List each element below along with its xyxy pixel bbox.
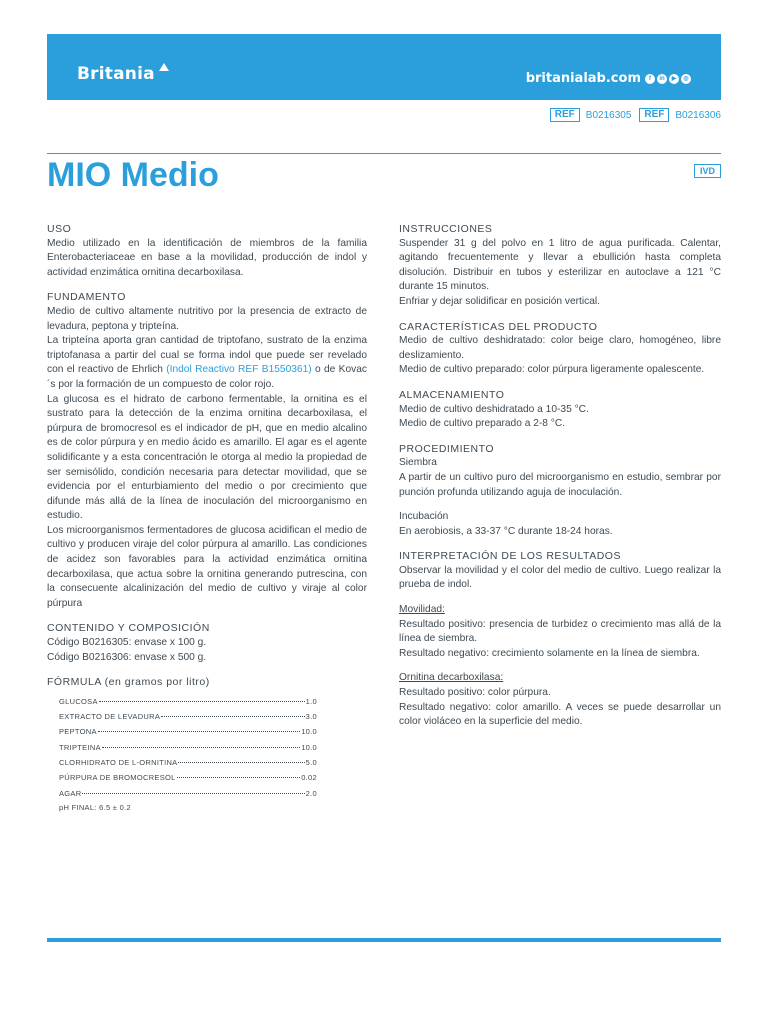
- movilidad-positive: [399, 618, 721, 647]
- fundamento-paragraph: Medio de cultivo altamente nutritivo por la presencia de extracto de levadura, peptona y tripteína.: [47, 305, 367, 332]
- ornitina-title: Ornitina decarboxilasa:: [399, 672, 504, 684]
- formula-value: 0.02: [301, 773, 317, 783]
- formula-ingredient: GLUCOSA: [59, 696, 98, 706]
- dot-leader: [177, 777, 301, 778]
- divider-top: [47, 153, 721, 154]
- ref-label: REF: [639, 108, 669, 122]
- contenido-line: Código B0216306: envase x 500 g.: [47, 651, 207, 663]
- dot-leader: [178, 762, 304, 763]
- incubacion-text: En aerobiosis, a 33-37 °C durante 18-24 horas.: [399, 525, 613, 537]
- section-heading-fundamento: FUNDAMENTO: [47, 291, 126, 304]
- instrucciones-paragraph: Enfriar y dejar solidificar en posición vertical.: [399, 295, 601, 307]
- left-column: [47, 222, 367, 815]
- result-label: Resultado positivo:: [399, 618, 486, 630]
- movilidad-title: Movilidad:: [399, 604, 445, 616]
- formula-ingredient: PEPTONA: [59, 727, 97, 737]
- formula-value: 10.0: [301, 742, 317, 752]
- incubacion-title: Incubación: [399, 511, 449, 523]
- dot-leader: [98, 731, 300, 732]
- result-text: crecimiento solamente en la línea de siembra.: [491, 647, 700, 659]
- section-heading-procedimiento: PROCEDIMIENTO: [399, 442, 494, 455]
- website-link[interactable]: britanialab.com: [525, 71, 641, 86]
- formula-ingredient: AGAR: [59, 788, 82, 798]
- result-label: Resultado negativo:: [399, 701, 492, 713]
- caracteristicas-paragraph: Medio de cultivo preparado: color púrpura ligeramente opalescente.: [399, 364, 705, 376]
- ornitina-positive: [399, 686, 721, 701]
- result-label: Resultado negativo:: [399, 647, 490, 659]
- contenido-line: Código B0216305: envase x 100 g.: [47, 637, 207, 649]
- right-column: [399, 222, 721, 730]
- page-title: MIO Medio: [47, 156, 219, 194]
- formula-value: 2.0: [305, 788, 317, 798]
- section-heading-formula: FÓRMULA (en gramos por litro): [47, 676, 210, 689]
- instagram-icon[interactable]: ◎: [681, 74, 691, 84]
- ornitina-negative: [399, 701, 721, 730]
- section-heading-interpretacion: INTERPRETACIÓN DE LOS RESULTADOS: [399, 550, 621, 563]
- formula-ingredient: CLORHIDRATO DE L-ORNITINA: [59, 758, 178, 767]
- formula-row: [47, 694, 367, 709]
- formula-ingredient: TRIPTEINA: [59, 742, 101, 752]
- caracteristicas-paragraph: Medio de cultivo deshidratado: color beige claro, homogéneo, libre deslizamiento.: [399, 335, 721, 361]
- instrucciones-paragraph: Suspender 31 g del polvo en 1 litro de agua purificada. Calentar, agitando frecuentemente y llevar a ebullición hasta completa disolución. Distribuir en tubos y esterilizar en autoclave a 121 °C durante 15 minutos.: [399, 237, 721, 293]
- formula-row: [47, 786, 367, 801]
- formula-ph: pH FINAL: 6.5 ± 0.2: [59, 802, 131, 812]
- facebook-icon[interactable]: f: [645, 74, 655, 84]
- formula-value: 5.0: [305, 758, 317, 767]
- header-banner: [47, 34, 721, 100]
- ivd-badge: IVD: [694, 164, 721, 178]
- result-text: presencia de turbidez o crecimiento mas allá de la línea de siembra.: [399, 618, 721, 645]
- indol-reactivo-link[interactable]: (Indol Reactivo REF B1550361): [166, 364, 312, 376]
- formula-value: 10.0: [301, 727, 317, 737]
- fundamento-text: o de Kovac´s por la formación de un compuesto de color rojo.: [47, 364, 368, 390]
- fundamento-paragraph: [47, 334, 367, 392]
- dot-leader: [102, 747, 300, 748]
- ref-code: B0216306: [675, 109, 721, 121]
- movilidad-negative: [399, 647, 721, 662]
- formula-row: [47, 755, 367, 770]
- formula-table: [47, 694, 367, 801]
- ref-code: B0216305: [585, 109, 632, 121]
- almacenamiento-line: Medio de cultivo deshidratado a 10-35 °C.: [399, 403, 589, 415]
- brand-logo[interactable]: Britania: [77, 64, 155, 84]
- youtube-icon[interactable]: ▶: [669, 74, 679, 84]
- formula-row: [47, 709, 367, 724]
- formula-row: [47, 770, 367, 785]
- section-heading-uso: USO: [47, 223, 72, 235]
- almacenamiento-line: Medio de cultivo preparado a 2-8 °C.: [399, 418, 566, 430]
- section-heading-contenido: CONTENIDO Y COMPOSICIÓN: [47, 622, 210, 635]
- section-heading-instrucciones: INSTRUCCIONES: [399, 223, 493, 235]
- dot-leader: [99, 701, 305, 702]
- section-heading-almacenamiento: ALMACENAMIENTO: [399, 388, 505, 401]
- result-text: color amarillo. A veces se puede desarrollar un color violáceo en la superficie del medio.: [399, 701, 721, 728]
- divider-bottom: [47, 938, 721, 942]
- dot-leader: [161, 716, 305, 717]
- formula-row: [47, 740, 367, 755]
- brand-mark-icon: [159, 63, 169, 71]
- fundamento-paragraph: Los microorganismos fermentadores de glucosa acidifican el medio de cultivo y producen viraje del color púrpura al amarillo. Las condiciones de acidez son favorables para la actividad enzimática ornitina decarboxilasa, que actua sobre la ornitina generando putrescina, con la consecuente alcalinización del medio de cultivo y viraje al color púrpura: [47, 524, 367, 609]
- formula-row: [47, 724, 367, 739]
- social-links: [645, 74, 691, 84]
- ref-codes: [550, 108, 721, 122]
- linkedin-icon[interactable]: in: [657, 74, 667, 84]
- fundamento-paragraph: La glucosa es el hidrato de carbono fermentable, la ornitina es el sustrato para la detección de la enzima ornitina decarboxilasa, el púrpura de bromocresol es el indicador de pH, que en medio alcalino es de color púrpura y en medio ácido es amarillo. El agar es el agente solidificante y a esta concentración le otorga al medio la propiedad de ser semisólido, condición necesaria para detectar movilidad, que se evidencia por el enturbiamiento del medio o por crecimiento que difunde más allá de la línea de inoculación del microorganismo en estudio.: [47, 393, 367, 522]
- result-text: color púrpura.: [487, 687, 551, 699]
- formula-value: 3.0: [305, 712, 317, 722]
- uso-text: Medio utilizado en la identificación de miembros de la familia Enterobacteriaceae en base a la movilidad, producción de indol y actividad enzimática ornitina decarboxilasa.: [47, 237, 367, 278]
- formula-value: 1.0: [305, 696, 317, 706]
- ref-label: REF: [550, 108, 580, 122]
- fundamento-text: La tripteína aporta gran cantidad de triptofano, sustrato de la enzima triptofanasa a partir del cual se forma indol que puede ser revelado con el reactivo de Ehrlich: [47, 335, 367, 376]
- result-label: Resultado positivo:: [399, 687, 486, 699]
- section-heading-caracteristicas: CARACTERÍSTICAS DEL PRODUCTO: [399, 320, 598, 333]
- siembra-title: Siembra: [399, 457, 437, 469]
- siembra-text: A partir de un cultivo puro del microorganismo en estudio, sembrar por punción profunda utilizando aguja de inoculación.: [399, 471, 721, 498]
- formula-ingredient: EXTRACTO DE LEVADURA: [59, 712, 161, 722]
- dot-leader: [82, 793, 304, 794]
- formula-ingredient: PÚRPURA DE BROMOCRESOL: [59, 773, 176, 783]
- interpretacion-intro: Observar la movilidad y el color del medio de cultivo. Luego realizar la prueba de indol.: [399, 564, 721, 591]
